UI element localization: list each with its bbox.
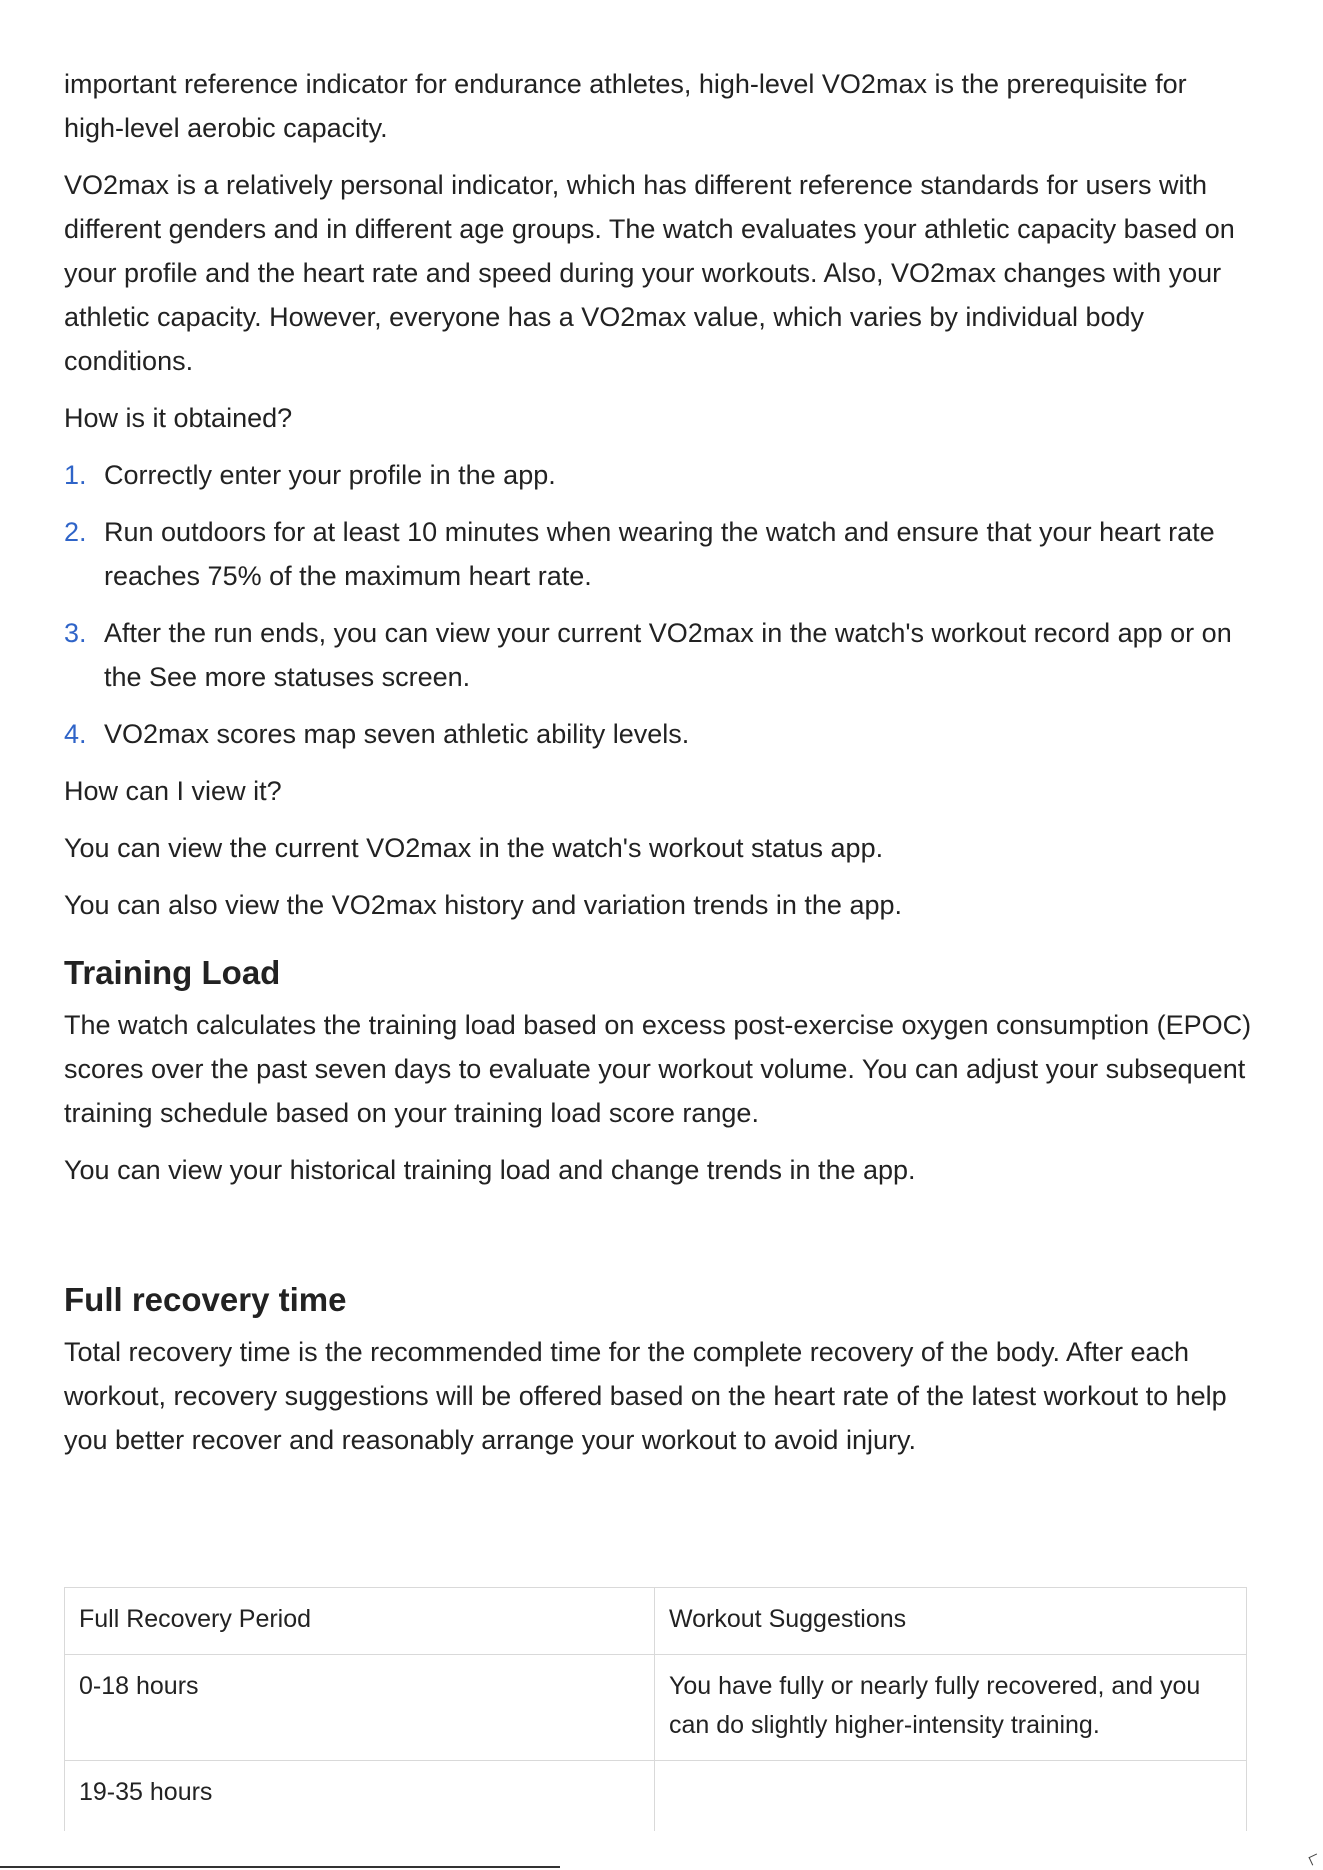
step-number: 2.: [64, 517, 87, 547]
list-item: [64, 712, 1254, 756]
table-cell: You have fully or nearly fully recovered, and you can do slightly higher-intensity training.: [655, 1655, 1247, 1761]
step-number: 4.: [64, 719, 87, 749]
page-bottom-rule: [0, 1866, 560, 1868]
obtain-steps-list: [64, 453, 1254, 756]
document-page: [64, 62, 1254, 1462]
recovery-heading: Full recovery time: [64, 1281, 347, 1318]
vo2max-paragraph-2: VO2max is a relatively personal indicator, which has different reference standards for users with different genders and in different age groups. The watch evaluates your athletic capacity based on your profile and the heart rate and speed during your workouts. Also, VO2max changes with your athletic capacity. However, everyone has a VO2max value, which varies by individual body conditions.: [64, 170, 1235, 376]
table-header-cell: Full Recovery Period: [65, 1588, 655, 1655]
vo2max-paragraph-1: important reference indicator for endurance athletes, high-level VO2max is the prerequisite for high-level aerobic capacity.: [64, 69, 1187, 143]
step-text: Run outdoors for at least 10 minutes when wearing the watch and ensure that your heart rate reaches 75% of the maximum heart rate.: [104, 517, 1215, 591]
list-item: [64, 510, 1254, 598]
table-header-cell: Workout Suggestions: [655, 1588, 1247, 1655]
table-cell: [655, 1761, 1247, 1832]
step-text: Correctly enter your profile in the app.: [104, 460, 556, 490]
table-header-row: [65, 1588, 1247, 1655]
training-load-paragraph-1: The watch calculates the training load based on excess post-exercise oxygen consumption (EPOC) scores over the past seven days to evaluate your workout volume. You can adjust your subsequent training schedule based on your training load score range.: [64, 1010, 1252, 1128]
table-cell: 19-35 hours: [65, 1761, 655, 1832]
list-item: [64, 611, 1254, 699]
step-text: After the run ends, you can view your current VO2max in the watch's workout record app or on the See more statuses screen.: [104, 618, 1232, 692]
step-number: 1.: [64, 460, 87, 490]
view-question: How can I view it?: [64, 776, 282, 806]
recovery-table-container: [64, 1587, 1247, 1831]
training-load-heading: Training Load: [64, 954, 281, 991]
table-row: [65, 1655, 1247, 1761]
table-cell: 0-18 hours: [65, 1655, 655, 1761]
table-row: [65, 1761, 1247, 1832]
obtain-question: How is it obtained?: [64, 403, 293, 433]
step-text: VO2max scores map seven athletic ability levels.: [104, 719, 690, 749]
training-load-paragraph-2: You can view your historical training load and change trends in the app.: [64, 1155, 916, 1185]
recovery-paragraph: Total recovery time is the recommended time for the complete recovery of the body. After each workout, recovery suggestions will be offered based on the heart rate of the latest workout to help you better recover and reasonably arrange your workout to avoid injury.: [64, 1337, 1227, 1455]
list-item: [64, 453, 1254, 497]
view-text-1: You can view the current VO2max in the watch's workout status app.: [64, 833, 884, 863]
view-text-2: You can also view the VO2max history and variation trends in the app.: [64, 890, 902, 920]
recovery-table: [64, 1587, 1247, 1831]
corner-arrow-icon: [1309, 1854, 1321, 1866]
step-number: 3.: [64, 618, 87, 648]
